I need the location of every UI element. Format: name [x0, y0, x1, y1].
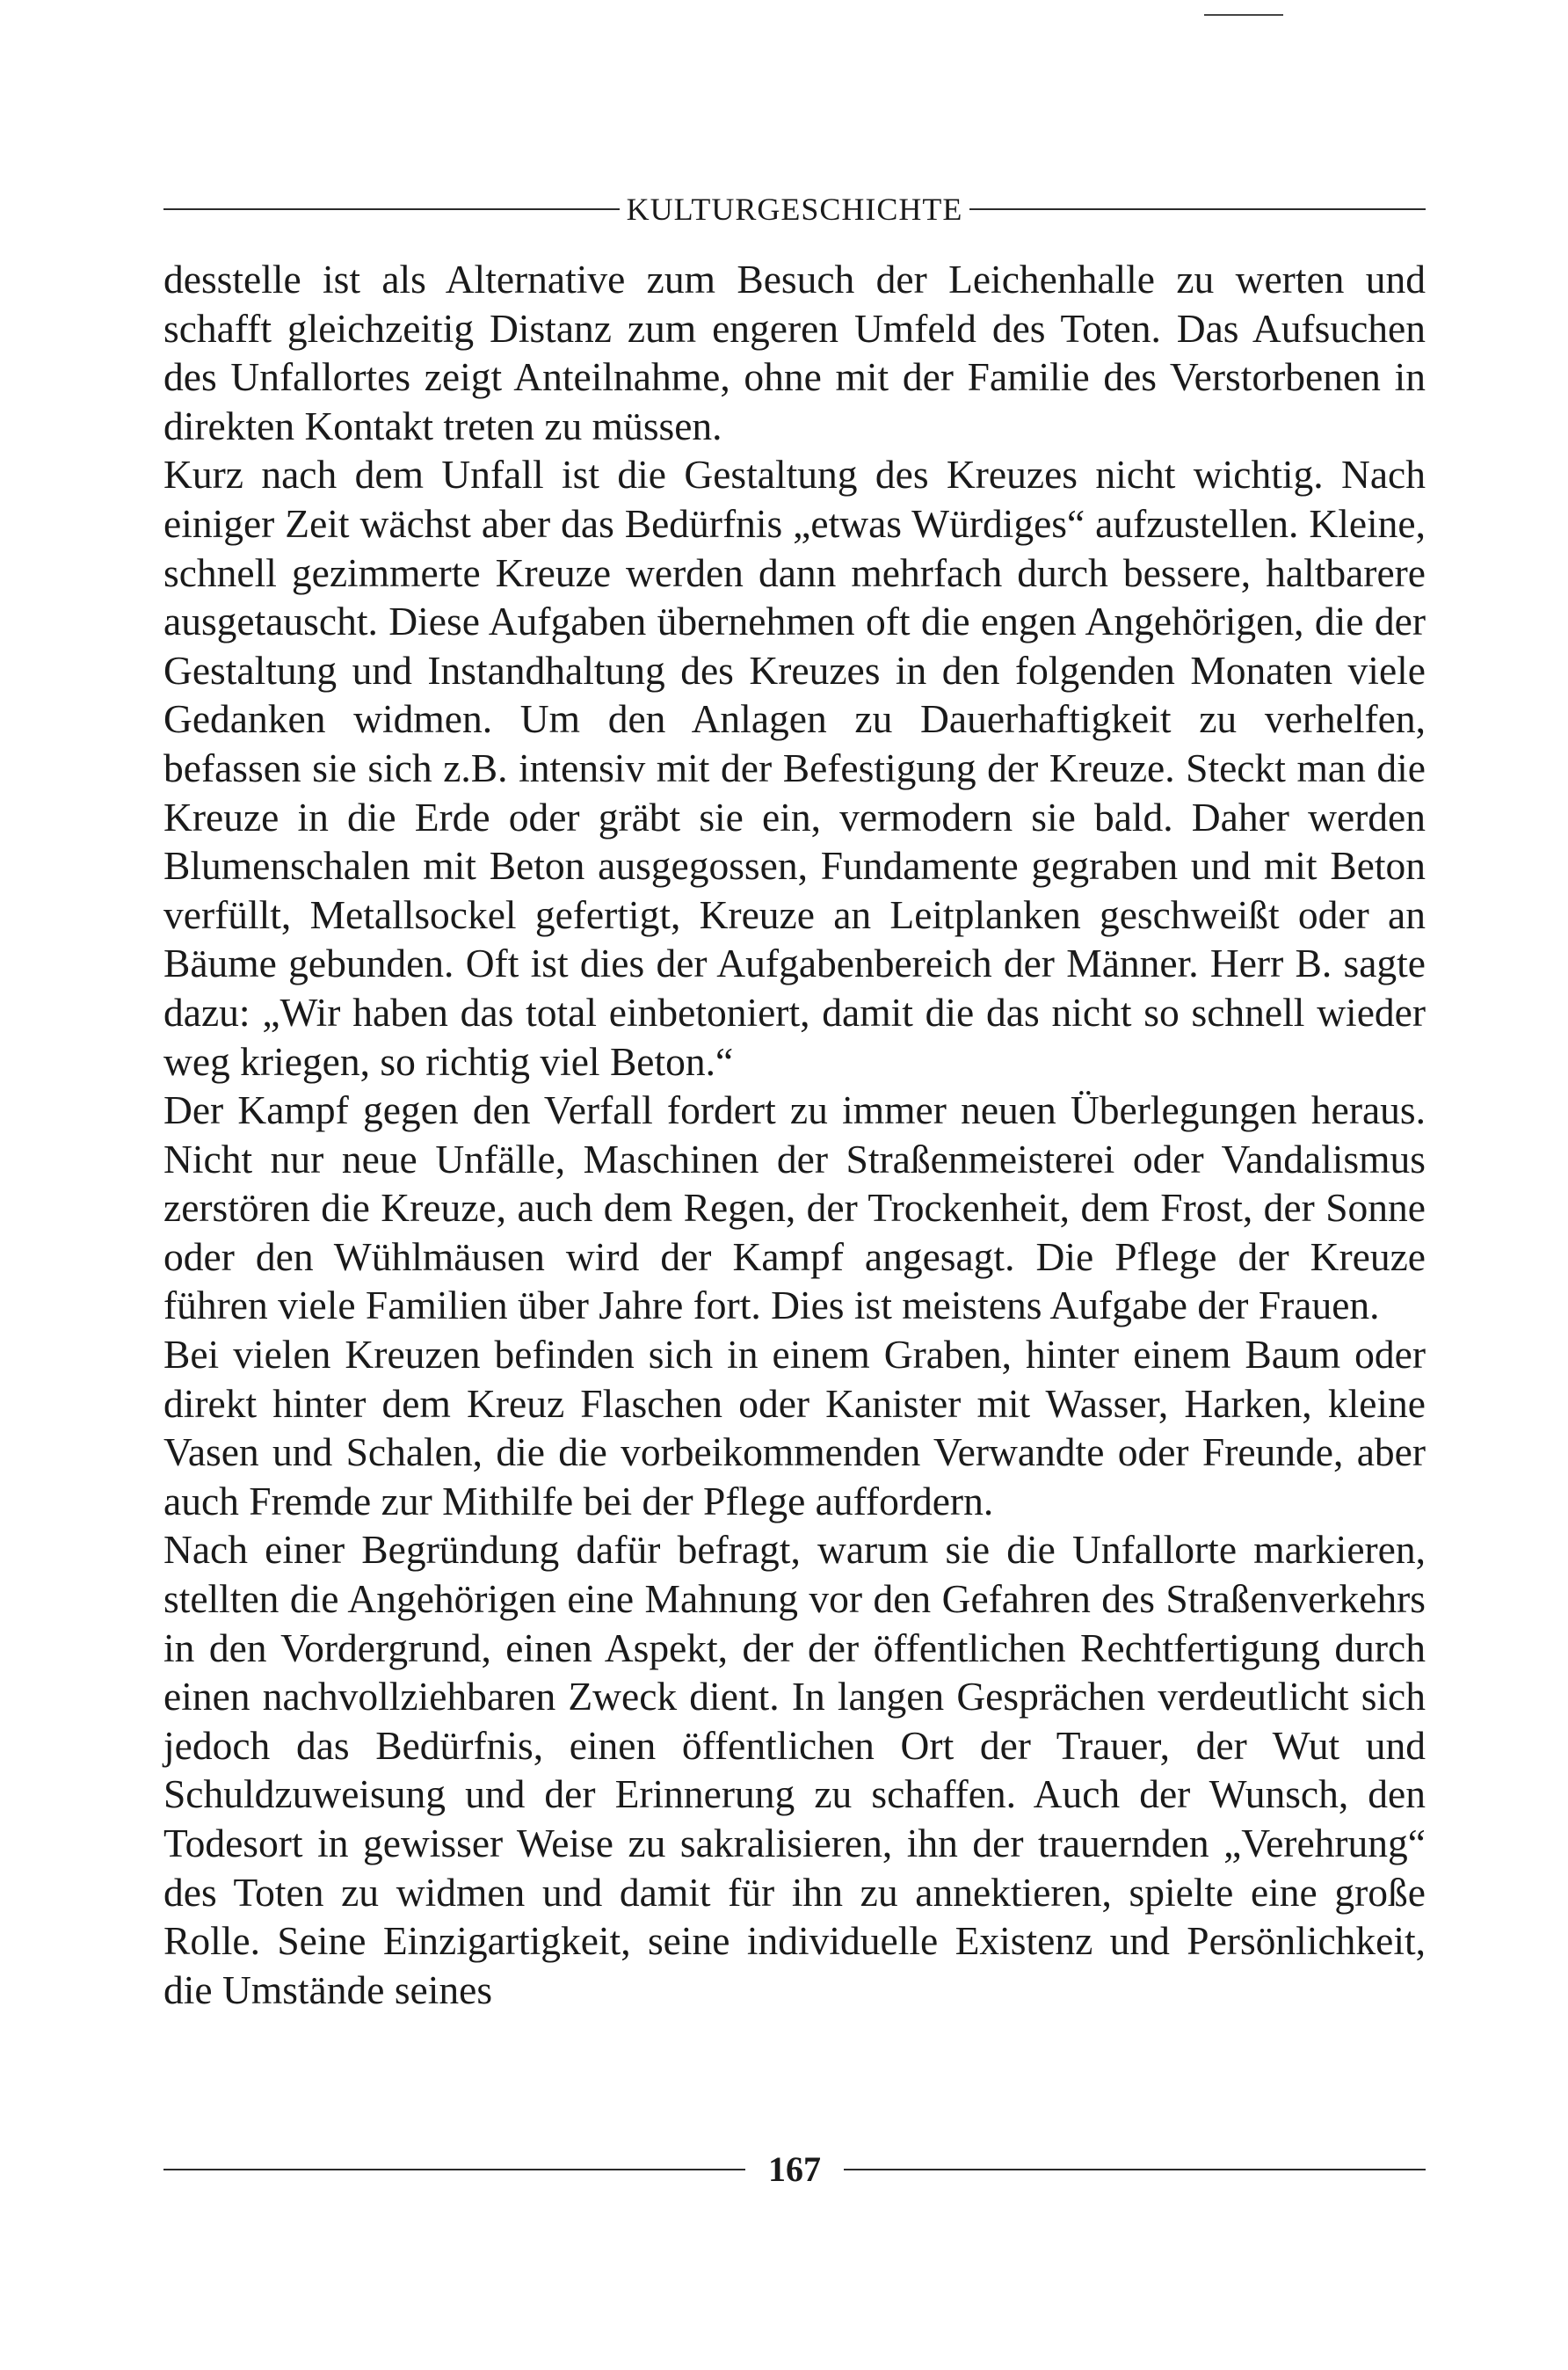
paragraph-4: Bei vielen Kreuzen befinden sich in einem Graben, hinter einem Baum oder direkt hinter dem Kreuz Flaschen oder Kanister mit Wasser, Harken, kleine Vasen und Schalen, die die vorbeikommenden Verwandte oder Freunde, aber auch Fremde zur Mithilfe bei der Pflege auffordern.	[163, 1332, 1426, 1523]
folio-rule-right	[844, 2169, 1426, 2170]
folio	[163, 2150, 1426, 2189]
top-edge-mark	[1204, 14, 1283, 16]
paragraph-2: Kurz nach dem Unfall ist die Gestaltung des Kreuzes nicht wichtig. Nach einiger Zeit wächst aber das Bedürfnis „etwas Würdiges“ aufzustellen. Kleine, schnell gezimmerte Kreuze werden dann mehrfach durch bessere, haltbarere ausgetauscht. Diese Aufgaben übernehmen oft die engen Angehörigen, die der Gestaltung und Instandhaltung des Kreuzes in den folgenden Monaten viele Gedanken widmen. Um den Anlagen zu Dauerhaftigkeit zu verhelfen, befassen sie sich z.B. intensiv mit der Befestigung der Kreuze. Steckt man die Kreuze in die Erde oder gräbt sie ein, vermodern sie bald. Daher werden Blumenschalen mit Beton ausgegossen, Fundamente gegraben und mit Beton verfüllt, Metallsockel gefertigt, Kreuze an Leitplanken geschweißt oder an Bäume gebunden. Oft ist dies der Aufgabenbereich der Männer. Herr B. sagte dazu: „Wir haben das total einbetoniert, damit die das nicht so schnell wieder weg kriegen, so richtig viel Beton.“	[163, 452, 1426, 1084]
running-head	[163, 192, 1426, 227]
folio-rule-left	[163, 2169, 745, 2170]
paragraph-1: desstelle ist als Alternative zum Besuch der Leichenhalle zu werten und schafft gleichzeitig Distanz zum engeren Umfeld des Toten. Das Aufsuchen des Unfallortes zeigt Anteilnahme, ohne mit der Familie des Verstorbenen in direkten Kontakt treten zu müssen.	[163, 257, 1426, 448]
paragraph-5: Nach einer Begründung dafür befragt, warum sie die Unfallorte markieren, stellten die Angehörigen eine Mahnung vor den Gefahren des Straßenverkehrs in den Vordergrund, einen Aspekt, der der öffentlichen Rechtfertigung durch einen nachvollziehbaren Zweck dient. In langen Gesprächen verdeutlicht sich jedoch das Bedürfnis, einen öffentlichen Ort der Trauer, der Wut und Schuldzuweisung und der Erinnerung zu schaffen. Auch der Wunsch, den Todesort in gewisser Weise zu sakralisieren, ihn der trauernden „Verehrung“ des Toten zu widmen und damit für ihn zu annektieren, spielte eine große Rolle. Seine Einzigartigkeit, seine individuelle Existenz und Persönlichkeit, die Umstände seines	[163, 1527, 1426, 2012]
running-head-title: KULTURGESCHICHTE	[626, 192, 963, 227]
body-text	[163, 255, 1426, 2014]
running-head-rule-left	[163, 208, 620, 210]
paragraph-3: Der Kampf gegen den Verfall fordert zu immer neuen Überlegungen heraus. Nicht nur neue Unfälle, Maschinen der Straßenmeisterei oder Vandalismus zerstören die Kreuze, auch dem Regen, der Trockenheit, dem Frost, der Sonne oder den Wühlmäusen wird der Kampf angesagt. Die Pflege der Kreuze führen viele Familien über Jahre fort. Dies ist meistens Aufgabe der Frauen.	[163, 1087, 1426, 1328]
page-number: 167	[768, 2149, 821, 2189]
running-head-rule-right	[969, 208, 1426, 210]
